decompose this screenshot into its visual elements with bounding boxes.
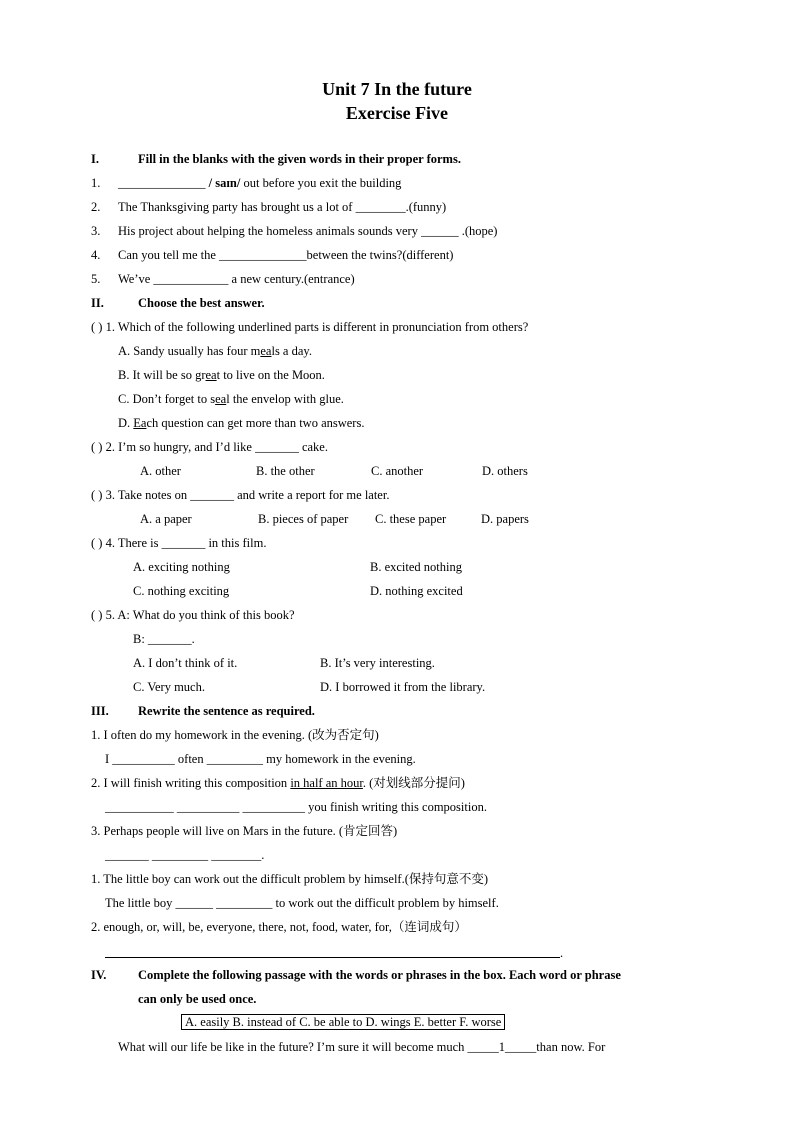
- s1-item-3: His project about helping the homeless animals sounds very ______ .(hope): [118, 224, 498, 238]
- q1-c-underline: ea: [215, 392, 227, 406]
- q2-option-c: C. another: [371, 464, 424, 478]
- q5-option-a: A. I don’t think of it.: [133, 656, 238, 670]
- r5-answer-line: [105, 957, 560, 958]
- s1-item-4: Can you tell me the ______________between the twins?(different): [118, 248, 454, 262]
- q3-option-d: D. papers: [481, 512, 529, 526]
- s1-item-5: We’ve ____________ a new century.(entrance): [118, 272, 355, 286]
- q1-d-underline: Ea: [133, 416, 147, 430]
- section-1-number: I.: [91, 152, 99, 166]
- q1-c-post: l the envelop with glue.: [226, 392, 344, 406]
- r4-prompt: 1. The little boy can work out the difficult problem by himself.(保持句意不变): [91, 872, 489, 886]
- q2-option-b: B. the other: [256, 464, 315, 478]
- section-1-heading: Fill in the blanks with the given words in their proper forms.: [138, 152, 461, 166]
- r2-pre: 2. I will finish writing this composition: [91, 776, 291, 790]
- page-title: Unit 7 In the future: [322, 79, 472, 99]
- q4-option-d: D. nothing excited: [370, 584, 463, 598]
- s1-item-5-num: 5.: [91, 272, 101, 286]
- page-subtitle: Exercise Five: [345, 103, 449, 123]
- q3-option-a: A. a paper: [140, 512, 192, 526]
- section-2-heading: Choose the best answer.: [138, 296, 265, 310]
- q1-option-c: [118, 391, 344, 407]
- q1-c-pre: C. Don’t forget to s: [118, 392, 216, 406]
- s1-item-1-blank: ______________: [118, 176, 206, 190]
- q3-option-b: B. pieces of paper: [258, 512, 349, 526]
- s1-item-2: The Thanksgiving party has brought us a lot of ________.(funny): [118, 200, 447, 214]
- s1-item-1: [118, 175, 401, 191]
- q5-b-line: B: _______.: [133, 632, 195, 646]
- word-box-text: A. easily B. instead of C. be able to D. wings E. better F. worse: [181, 1014, 505, 1030]
- r2-answer: ___________ __________ __________ you finish writing this composition.: [105, 800, 487, 814]
- r2-post: . (对划线部分提问): [362, 776, 465, 790]
- q5-stem: ( ) 5. A: What do you think of this book?: [91, 608, 295, 622]
- q3-option-c: C. these paper: [375, 512, 447, 526]
- r3-answer: _______ _________ ________.: [105, 848, 265, 862]
- r1-answer: I __________ often _________ my homework in the evening.: [105, 752, 416, 766]
- s1-item-1-num: 1.: [91, 176, 101, 190]
- q4-option-b: B. excited nothing: [370, 560, 462, 574]
- r4-answer: The little boy ______ _________ to work out the difficult problem by himself.: [105, 896, 499, 910]
- q5-option-b: B. It’s very interesting.: [320, 656, 435, 670]
- r3-prompt: 3. Perhaps people will live on Mars in the future. (肯定回答): [91, 824, 398, 838]
- q1-stem: ( ) 1. Which of the following underlined parts is different in pronunciation from others?: [91, 320, 529, 334]
- q2-option-d: D. others: [482, 464, 528, 478]
- section-2-number: II.: [91, 296, 104, 310]
- q3-stem: ( ) 3. Take notes on _______ and write a report for me later.: [91, 488, 390, 502]
- q1-d-pre: D.: [118, 416, 134, 430]
- r1-prompt: 1. I often do my homework in the evening. (改为否定句): [91, 728, 379, 742]
- q1-option-b: [118, 367, 325, 383]
- s1-item-3-num: 3.: [91, 224, 101, 238]
- q5-option-d: D. I borrowed it from the library.: [320, 680, 486, 694]
- section-4-heading-line1: Complete the following passage with the words or phrases in the box. Each word or phrase: [138, 968, 621, 982]
- q1-b-pre: B. It will be so gr: [118, 368, 206, 382]
- q2-option-a: A. other: [140, 464, 181, 478]
- passage-line-1: What will our life be like in the future? I’m sure it will become much _____1_____than now. For: [118, 1040, 606, 1054]
- q4-stem: ( ) 4. There is _______ in this film.: [91, 536, 267, 550]
- r2-underline: in half an hour: [290, 776, 363, 790]
- section-3-heading: Rewrite the sentence as required.: [138, 704, 315, 718]
- r5-prompt: 2. enough, or, will, be, everyone, there, not, food, water, for,（连词成句）: [91, 920, 467, 934]
- s1-item-4-num: 4.: [91, 248, 101, 262]
- q4-option-a: A. exciting nothing: [133, 560, 230, 574]
- q1-b-post: t to live on the Moon.: [216, 368, 325, 382]
- q1-a-pre: A. Sandy usually has four m: [118, 344, 261, 358]
- q4-option-c: C. nothing exciting: [133, 584, 230, 598]
- r2-prompt: [91, 775, 465, 791]
- section-4-number: IV.: [91, 968, 107, 982]
- q1-b-underline: ea: [205, 368, 217, 382]
- s1-item-1-text: out before you exit the building: [240, 176, 402, 190]
- q1-option-a: [118, 343, 312, 359]
- q5-option-c: C. Very much.: [133, 680, 205, 694]
- q1-d-post: ch question can get more than two answers.: [146, 416, 365, 430]
- q1-option-d: [118, 415, 364, 431]
- section-4-heading-line2: can only be used once.: [138, 992, 257, 1006]
- word-box: [181, 1014, 505, 1030]
- q2-stem: ( ) 2. I’m so hungry, and I’d like _______ cake.: [91, 440, 328, 454]
- r5-answer-end: .: [560, 946, 564, 960]
- q1-a-underline: ea: [260, 344, 272, 358]
- s1-item-1-hint: / saɪn/: [205, 176, 241, 190]
- q1-a-post: ls a day.: [271, 344, 312, 358]
- section-3-number: III.: [91, 704, 109, 718]
- s1-item-2-num: 2.: [91, 200, 101, 214]
